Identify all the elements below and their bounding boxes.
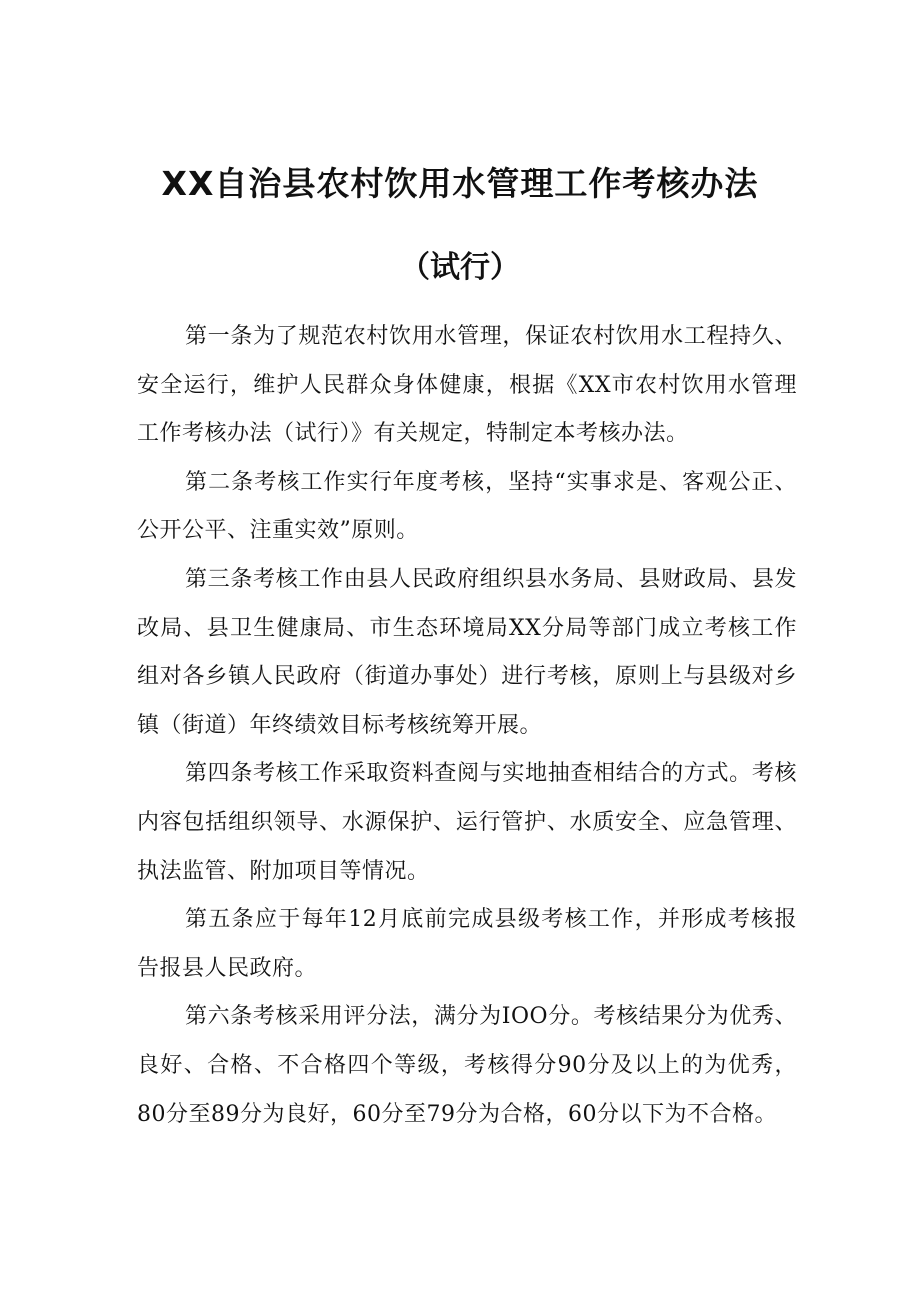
article-4: 第四条考核工作采取资料查阅与实地抽查相结合的方式。考核内容包括组织领导、水源保护、运行管护、水质安全、应急管理、执法监管、附加项目等情况。 (137, 761, 797, 884)
article-3: 第三条考核工作由县人民政府组织县水务局、县财政局、县发改局、县卫生健康局、市生态环境局XX分局等部门成立考核工作组对各乡镇人民政府（街道办事处）进行考核，原则上与县级对乡镇（街道）年终绩效目标考核统筹开展。 (137, 566, 797, 738)
article-6: 第六条考核采用评分法，满分为IOO分。考核结果分为优秀、良好、合格、不合格四个等级，考核得分90分及以上的为优秀，80分至89分为良好，60分至79分为合格，60分以下为不合格。 (137, 1004, 797, 1127)
article-5: 第五条应于每年12月底前完成县级考核工作，并形成考核报告报县人民政府。 (137, 907, 797, 981)
article-2: 第二条考核工作实行年度考核，坚持“实事求是、客观公正、公开公平、注重实效”原则。 (137, 469, 797, 544)
document-body (137, 313, 797, 1139)
document-subtitle: （试行） (400, 250, 520, 285)
document-title: XX自治县农村饮用水管理工作考核办法 (161, 164, 759, 203)
article-1: 第一条为了规范农村饮用水管理，保证农村饮用水工程持久、安全运行，维护人民群众身体健康，根据《XX市农村饮用水管理工作考核办法（试行）》有关规定，特制定本考核办法。 (137, 324, 797, 447)
